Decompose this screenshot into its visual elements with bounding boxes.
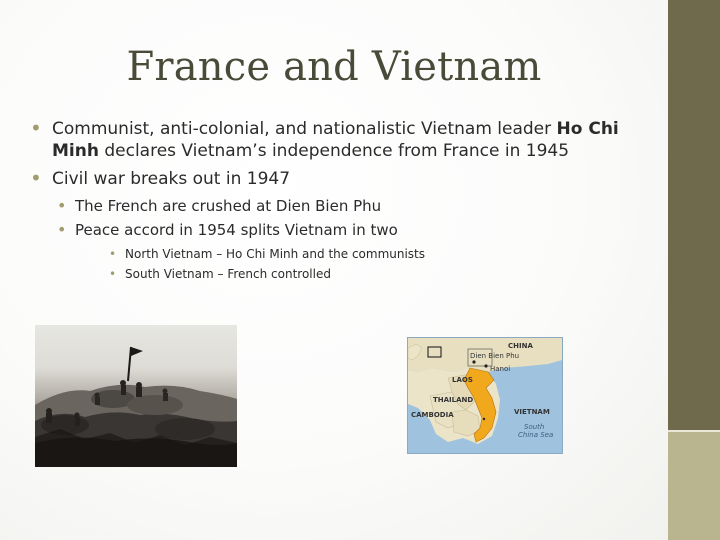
bullet-text: Communist, anti-colonial, and nationalistic Vietnam leader <box>52 119 557 139</box>
bullet-dot-icon: • <box>109 247 117 261</box>
map-label-hanoi: Hanoi <box>490 365 511 373</box>
map-label-dien-bien-phu: Dien Bien Phu <box>470 352 520 360</box>
map-label-china: CHINA <box>508 342 533 350</box>
slide-title: France and Vietnam <box>126 44 542 90</box>
subsub-bullet-south <box>30 264 630 284</box>
map-label-sea-line2: China Sea <box>518 431 554 439</box>
bullet-bold-name: Ho Chi Minh <box>52 119 619 161</box>
bullet-ho-chi-minh <box>30 118 630 162</box>
battle-photo-drawing <box>35 325 237 467</box>
sub-bullet-text: The French are crushed at Dien Bien Phu <box>75 197 382 215</box>
subsub-bullet-text: North Vietnam – Ho Chi Minh and the communists <box>125 247 426 261</box>
bullet-dot-icon: • <box>57 196 67 215</box>
sidebar-top-bar <box>668 0 720 432</box>
sub-bullet-peace-accord <box>30 220 630 240</box>
battle-photo <box>35 325 237 467</box>
subsub-bullet-north <box>30 244 630 264</box>
sidebar-bottom-bar <box>668 432 720 540</box>
map-label-cambodia: CAMBODIA <box>411 411 454 419</box>
bullet-text-rest: declares Vietnam’s independence from France in 1945 <box>98 141 570 161</box>
map-label-sea-line1: South <box>524 423 545 431</box>
sub-bullet-dien-bien-phu <box>30 196 630 216</box>
bullet-dot-icon: • <box>57 220 67 239</box>
bullet-dot-icon: • <box>30 116 42 140</box>
bullet-text: Civil war breaks out in 1947 <box>52 169 291 189</box>
bullet-dot-icon: • <box>109 267 117 281</box>
subsub-bullet-text: South Vietnam – French controlled <box>125 267 331 281</box>
map-label-thailand: THAILAND <box>433 396 474 404</box>
map-label-vietnam: VIETNAM <box>514 408 550 416</box>
bullet-list <box>30 118 630 284</box>
bullet-dot-icon: • <box>30 166 42 190</box>
bullet-civil-war <box>30 168 630 190</box>
map-label-laos: LAOS <box>452 376 473 384</box>
indochina-map <box>407 337 563 454</box>
sub-bullet-text: Peace accord in 1954 splits Vietnam in two <box>75 221 398 239</box>
